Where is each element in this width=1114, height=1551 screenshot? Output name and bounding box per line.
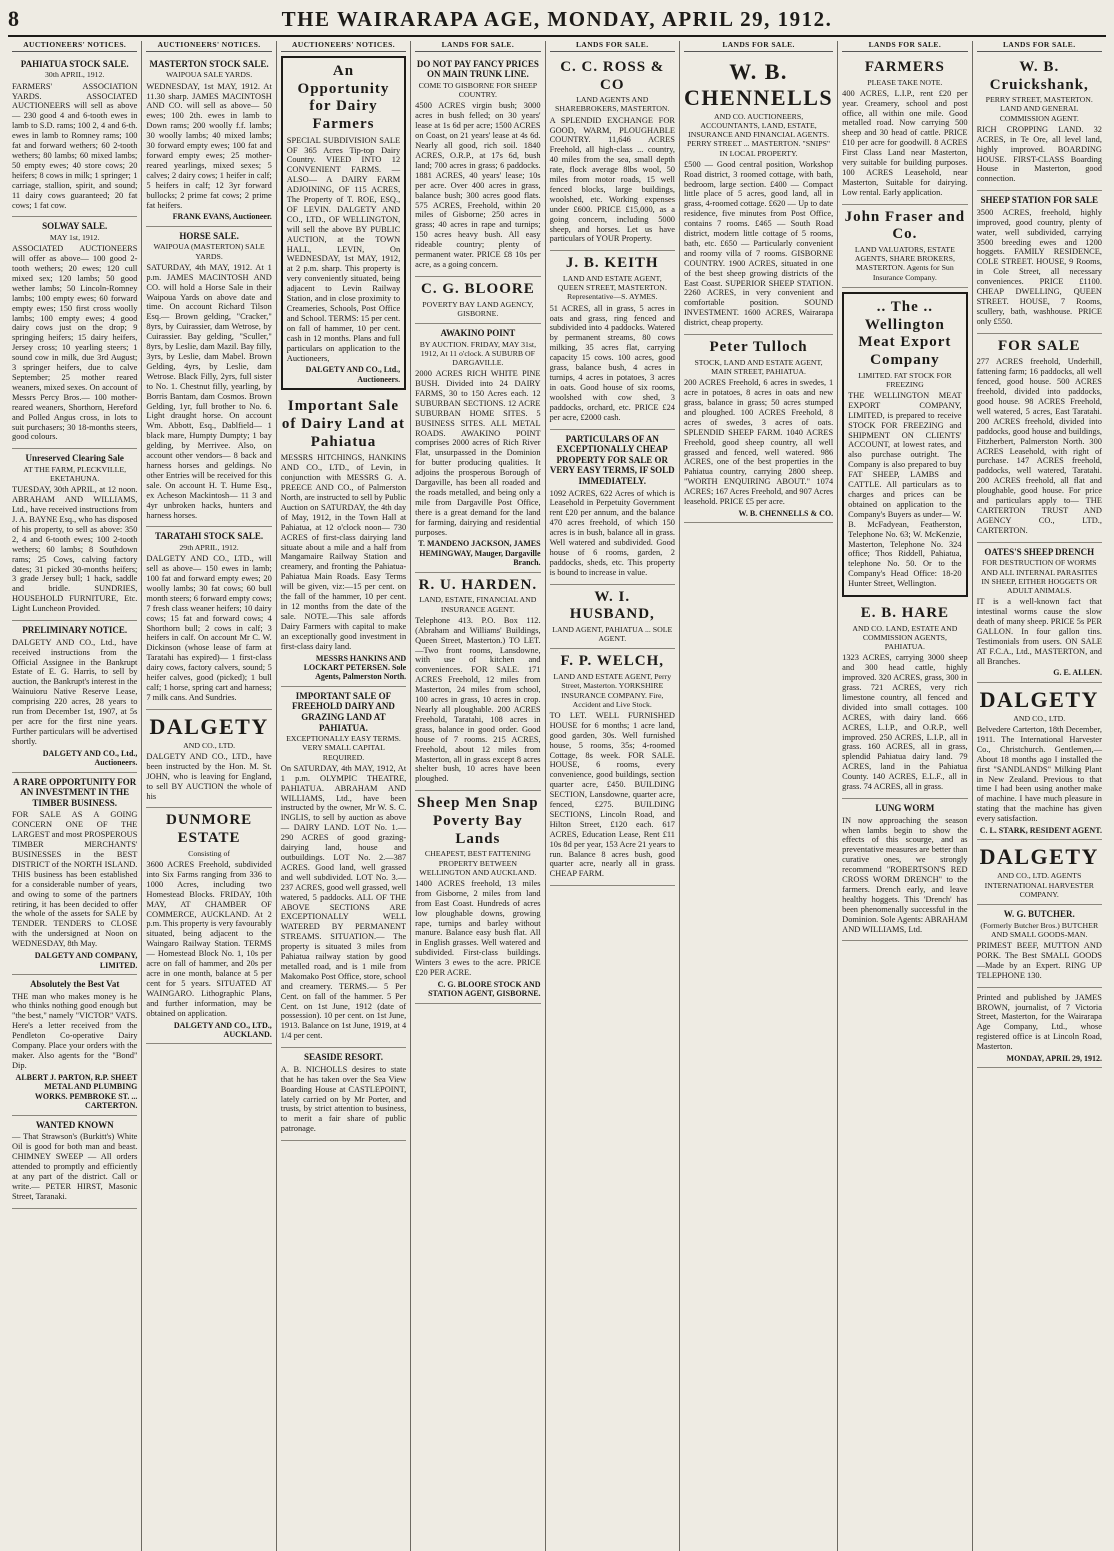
ad-body-text: 1323 ACRES, carrying 3000 sheep and 300 head cattle, highly improved. 320 ACRES, grass, 300 in grass. 721 ACRES, very rich limestone country, all fenced and divided into small cottages. 100 ACRES, with dairy land. 666 ACRES, L.I.P., and O.R.P., well improved. 250 ACRES, L.I.P., all in grass. 160 ACRES, all in grass, splendid Pahiatua dairy land. 79 ACRES, land in the Pahiatua County. 140 ACRES, E.L.F., all in grass. 74 ACRES, all in grass. — [842, 653, 968, 792]
ad-subtitle: POVERTY BAY LAND AGENCY, GISBORNE. — [422, 299, 534, 318]
ad-title: AWAKINO POINT — [440, 327, 516, 338]
ad-signature: DALGETY AND COMPANY, LIMITED. — [34, 951, 138, 970]
section-header: LANDS FOR SALE. — [977, 41, 1102, 52]
advertisement — [550, 55, 675, 252]
ad-signature: DALGETY AND CO., Ltd., Auctioneers. — [305, 365, 401, 384]
ad-title: Unreserved Clearing Sale — [25, 453, 124, 464]
ad-title: DO NOT PAY FANCY PRICES ON MAIN TRUNK LINE. — [416, 58, 539, 80]
advertisement — [415, 324, 540, 573]
ad-title: PRELIMINARY NOTICE. — [22, 625, 128, 636]
ad-subtitle: EXCEPTIONALLY EASY TERMS. VERY SMALL CAPITAL REQUIRED. — [286, 734, 401, 762]
ad-body-text: — That Strawson's (Burkitt's) White Oil is good for both man and beast. CHIMNEY SWEEP — All orders attended to promptly and efficiently at any part of the district. Call or write.— PETER HIRST, Masonic Street, Taranaki. — [12, 1132, 138, 1201]
ad-subtitle: LAND VALUATORS, ESTATE AGENTS, SHARE BROKERS, MASTERTON. Agents for Sun Insurance Company. — [854, 245, 955, 282]
ad-subtitle: AT THE FARM, PLECKVILLE, EKETAHUNA. — [23, 464, 127, 484]
ad-title: HORSE SALE. — [179, 230, 239, 241]
ad-subtitle: FOR DESTRUCTION OF WORMS AND ALL INTERNAL PARASITES IN SHEEP, EITHER HOGGETS OR ADULT ANIMALS. — [980, 558, 1098, 595]
ad-title: DALGETY — [979, 844, 1099, 870]
ad-title: FARMERS — [864, 58, 945, 75]
ad-title: R. U. HARDEN. — [418, 576, 538, 593]
ad-signature: DALGETY AND CO., LTD., AUCKLAND. — [173, 1020, 272, 1039]
ad-subtitle: WAIPOUA SALE YARDS. — [166, 70, 253, 80]
advertisement — [415, 277, 540, 324]
ad-signature: C. L. STARK, RESIDENT AGENT. — [979, 826, 1102, 836]
ad-body-text: £500 — Good central position, Workshop Road district, 3 roomed cottage, with bath, bedroom, large section. £400 — Compact little place of 5 acres, good land, all in grass, 4-roomed cottage. £620 — Up to date residence, five minutes from Post Office, contains 7 rooms. £465 — South Road district, modern little cottage of 5 rooms, bath, etc. £650 — Particularly convenient and roomy villa of 7 rooms. GISBORNE COUNTRY. 1900 ACRES, situated in one of the best sheep growing districts of the East Coast. SUPERIOR SHEEP STATION. 2260 ACRES, in very convenient and comfortable position. SOUND INVESTMENT. 1600 ACRES, Wairarapa district, cheap property. — [683, 159, 834, 328]
columns — [8, 41, 1106, 1551]
ad-signature: MESSRS HANKINS AND LOCKART PETERSEN. Sole Agents, Palmerston North. — [303, 653, 407, 682]
ad-title: SOLWAY SALE. — [42, 221, 108, 232]
ad-signature: W. B. CHENNELLS & CO. — [738, 508, 834, 518]
column-6 — [680, 41, 838, 1551]
newspaper-title: THE WAIRARAPA AGE, MONDAY, APRIL 29, 1912. — [281, 7, 833, 31]
ad-body-text: IT is a well-known fact that intestinal worms cause the slow death of many sheep. PRICE 5s PER GALLON. In four gallon tins. Testimonials from users. ON SALE AT F.C.A., Ltd., MASTERTON, and all Branches. — [976, 597, 1102, 666]
advertisement — [550, 251, 675, 429]
ad-title: FOR SALE — [997, 337, 1081, 354]
ad-title: Peter Tulloch — [709, 339, 808, 356]
ad-title: A RARE OPPORTUNITY FOR AN INVESTMENT IN THE TIMBER BUSINESS. — [13, 776, 137, 808]
advertisement — [842, 205, 967, 288]
ad-title: J. B. KEITH — [565, 255, 659, 272]
advertisement — [281, 394, 406, 687]
ad-body-text: 277 ACRES freehold, Underhill, fattening farm; 16 paddocks, all well fenced, good house. 500 ACRES freehold, divided into paddocks, good house. 98 ACRES Freehold, well watered, 5 acres, East Taratahi. 200 ACRES freehold, divided into paddocks, good house and buildings, Fitzherbert, Palmerston North. 300 ACRES Leasehold, with right of purchase. 147 ACRES freehold, paddocks, well watered, Taratahi. 200 ACRES freehold, all flat and ploughable, good house. For price and particulars apply to— THE CARTERTON TRUST AND AGENCY CO., LTD., CARTERTON. — [976, 357, 1102, 535]
advertisement — [842, 292, 967, 597]
ad-title: WANTED KNOWN — [35, 1119, 114, 1130]
column-3 — [277, 41, 411, 1551]
page-number: 8 — [8, 6, 19, 31]
ad-title: .. The .. Wellington Meat Export Company — [858, 298, 952, 368]
ad-subtitle: AND CO. AUCTIONEERS, ACCOUNTANTS, LAND, ESTATE, INSURANCE AND FINANCIAL AGENTS. PERRY STREET ... MASTERTON. "SNIPS" IN LOCAL PROPERTY. — [687, 111, 831, 158]
section-header: LANDS FOR SALE. — [415, 41, 540, 52]
ad-subtitle: Consisting of — [188, 848, 230, 858]
advertisement — [977, 840, 1102, 905]
advertisement — [146, 527, 271, 709]
ad-body-text: SPECIAL SUBDIVISION SALE OF 365 Acres Tip-top Dairy Country. VIEED INTO 12 CONVENIENT FARMS. —ALSO— A DAIRY FARM ADJOINING, OF 115 ACRES, The Property of T. ROE, ESQ., OF LEVIN. DALGETY AND CO., LTD., OF WELLINGTON, will sell the above BY PUBLIC AUCTION, at the TOWN HALL, LEVIN, On WEDNESDAY, 1st MAY, 1912, at 2 p.m. sharp. This property is very conveniently situated, being adjacent to Levin Railway Station, and in close proximity to Creameries, Schools, Post Office and School. TERMS: 15 per cent. on fall of hammer, 10 per cent. cash in 12 months. Plans and full particulars on application to the Auctioneers, — [286, 135, 401, 363]
advertisement — [550, 430, 675, 585]
advertisement — [12, 217, 137, 449]
ad-subtitle: LAND AGENTS AND SHAREBROKERS, MASTERTON. — [555, 95, 670, 114]
ad-subtitle: STOCK, LAND AND ESTATE AGENT, MAIN STREET, PAHIATUA. — [694, 357, 823, 376]
advertisement — [977, 683, 1102, 841]
ad-body-text: DALGETY AND CO., LTD., will sell as above— 150 ewes in lamb; 100 fat and forward empty ewes; 20 woolly lambs; 30 fat cows; 60 bull month steers; 6 forward empty cows; 7 fresh class weaner heifers; 10 dairy cows; 15 fat and forward cows; 4 Shorthorn bull; 2 cows in calf; 3 heifers in calf. On account Mr C. W. Dickinson (whose lease of farm at Taratahi has expired)— 1 first-class dairy cows, factory calvers, sound; 5 heifer calves, good (picked); 1 bull calf; 1 horse, spring cart and harness; 7 milk cans. And Sundries. — [146, 554, 272, 702]
advertisement — [146, 227, 271, 528]
advertisement — [842, 601, 967, 799]
ad-title: E. B. HARE — [860, 605, 950, 622]
ad-title: DALGETY — [149, 713, 269, 739]
section-header: LANDS FOR SALE. — [684, 41, 833, 52]
ad-subtitle: WAIPOUA (MASTERTON) SALE YARDS. — [153, 242, 265, 261]
ad-subtitle: 30th APRIL, 1912. — [45, 70, 105, 80]
advertisement — [977, 988, 1102, 1069]
ad-body-text: WEDNESDAY, 1st MAY, 1912. At 11.30 sharp. JAMES MACINTOSH AND CO. will sell as above— 50 ewes; 100 2th. ewes in lamb to Down rams; 200 woolly f.f. lambs; 30 woolly lambs; 40 mixed lambs; 30 forward empty ewes; 100 fat and forward empty ewes; 25 mother-reared yearlings, mixed sexes; 5 calves; 2 dairy cows; 1 heifer in calf; 5 heifers in calf; 12 3yr forward bullocks; 2 prime fat cows; 2 prime fat heifers. — [146, 81, 272, 210]
ad-body-text: TO LET. WELL FURNISHED HOUSE for 6 months; 1 acre land, good garden, 30s. Well furnished house, 5 rooms, 35s; 4-roomed Cottage, 8s week. FOR SALE. HOUSE, 6 rooms, every convenience, good buildings, section quarter acre, £450. BUILDING SECTION, Lansdowne, quarter acre, fenced, £275. BUILDING SECTIONS, Lincoln Road, and Hilton Street, £120 each. 617 ACRES, Education Lease, Rent £11 10s 8d per year, 153 Acre 21 years to run. Balance 8 acres bush, good quarter acre, nearly all in grass. CHEAP FARM. — [549, 710, 675, 879]
ad-title: Absolutely the Best Vat — [30, 978, 120, 989]
advertisement — [12, 621, 137, 772]
advertisement — [12, 975, 137, 1116]
ad-signature: T. MANDENO JACKSON, JAMES HEMINGWAY, Mauger, Dargaville Branch. — [418, 539, 541, 568]
ad-body-text: SATURDAY, 4th MAY, 1912. At 1 p.m. JAMES MACINTOSH AND CO. will hold a Horse Sale in their Waipoua Yards on above date and time. On account Richard Tilson Esq.— Brown gelding, "Cracker," 8yrs, by Cuirassier, dam Wetrose, by Cuirassier. Bay gelding, "Sculler," 8yrs, by Leslie, dam Mazil. Bay filly, 3yrs, by Leslie, dam Mabel. Brown Gelding, 4yrs, by Leslie, dam Wetrose. Black Filly, 2yrs, full sister to No. 1. Chestnut filly, yearling, by Borris Bantam, dam Cosmos. Brown Gelding, 1yr, full brother to No. 6. Light draught horse. On account Wm. Abbott, Esq., Dablfield— 1 black mare, Humpty Dumpty; 1 bay gelding, by Merrivee. Also, on account other vendors— 8 back and harness horses and geldings. No other Entries will be received for this sale. On account H. T. Hume Esq., ex Acheson Mackintosh— 11 3 and 4yr unbroken hacks, hunters and harness horses. — [146, 262, 272, 520]
ad-signature: C. G. BLOORE STOCK AND STATION AGENT, GISBORNE. — [428, 979, 541, 999]
advertisement — [684, 335, 833, 523]
ad-title: TARATAHI STOCK SALE. — [155, 531, 264, 542]
ad-title: An Opportunity for Dairy Farmers — [297, 62, 390, 132]
ad-signature: DALGETY AND CO., Ltd., Auctioneers. — [42, 748, 138, 768]
ad-title: W. I. HUSBAND, — [569, 588, 655, 623]
advertisement — [977, 55, 1102, 191]
ad-body-text: THE WELLINGTON MEAT EXPORT COMPANY, LIMITED, is prepared to receive STOCK FOR FREEZING and SHIPMENT ON CLIENTS' ACCOUNT, at lowest rates, and also purchase outright. The Company is also prepared to buy FAT SHEEP, LAMBS and CATTLE. All particulars as to charges and prices can be obtained on application to the Company's Buyers as under— W. B. McFadyean, Featherston, Telephone No. 63; W. McKenzie, Masterton, Telephone No. 324 office; Thos Riddell, Pahiatua, telephone No. 50. Or to the Company's Head Office: 18-20 Hunter Street, Wellington. — [848, 390, 962, 589]
advertisement — [842, 55, 967, 205]
ad-subtitle: PLEASE TAKE NOTE. — [867, 77, 943, 87]
advertisement — [977, 191, 1102, 333]
column-8 — [973, 41, 1106, 1551]
column-2 — [142, 41, 276, 1551]
advertisement — [146, 55, 271, 227]
ad-title: C. G. BLOORE — [421, 280, 535, 297]
advertisement — [977, 334, 1102, 543]
advertisement — [415, 573, 540, 791]
advertisement — [12, 773, 137, 975]
ad-title: LUNG WORM — [875, 803, 935, 813]
ad-subtitle: 29th APRIL, 1912. — [179, 543, 239, 553]
ad-body-text: 3500 ACRES, freehold, highly improved, good country, plenty of water, well subdivided, carrying 3500 breeding ewes and 1200 hoggets. FAMILY RESIDENCE, COLE STREET. HOUSE, 9 Rooms, in Cole Street, all necessary conveniences. PRICE £1100. CHEAP DWELLING, QUEEN STREET. HOUSE, 7 Rooms, scullery, bath, washhouse. PRICE only £550. — [976, 207, 1102, 326]
advertisement — [415, 55, 540, 277]
ad-title: W. B. CHENNELLS — [683, 58, 834, 110]
section-header: AUCTIONEERS' NOTICES. — [281, 41, 406, 52]
ad-title: DALGETY — [979, 686, 1099, 712]
ad-subtitle: AND CO., LTD. AGENTS INTERNATIONAL HARVESTER COMPANY. — [984, 871, 1094, 899]
ad-body-text: FARMERS' ASSOCIATION YARDS. ASSOCIATED AUCTIONEERS will sell as above— 230 good 4 and 6-tooth ewes in lamb to S.D. rams; 100 2, 4 and 6-th. ewes in lamb to Romney rams; 100 fat and forward wethers; 60 2-tooth wethers; 80 lambs; 60 mixed lambs; 50 empty ewes; 40 store cows; 20 heifers; 8 cows in milk; 1 springer; 1 carriage, stallion, spirit, and sound; 11 dairy cows guaranteed; 20 fat cows; 1 fat cow. — [12, 81, 138, 210]
ad-subtitle: CHEAPEST, BEST FATTENING PROPERTY BETWEEN WELLINGTON AND AUCKLAND. — [419, 849, 537, 877]
ad-body-text: TUESDAY, 30th APRIL, at 12 noon. ABRAHAM AND WILLIAMS, Ltd., have received instructions from J. A. BAYNE Esq., who has disposed of his property, to sell as above: 350 2, 4 and 6-tooth ewes; 100 2-tooth wethers; 60 lambs; 8 Southdown rams; 25 Cows, calving factory dates; 31 picked 30-months heifers; 3 grade Jersey bull; 1 hack, saddle and bridle. SUNDRIES, HOUSEHOLD FURNITURE, Etc. Light Luncheon Provided. — [12, 485, 138, 614]
ad-title: SEASIDE RESORT. — [303, 1052, 383, 1063]
column-7 — [838, 41, 972, 1551]
advertisement — [550, 585, 675, 650]
advertisement — [415, 791, 540, 1004]
ad-subtitle: AND CO., LTD. — [1013, 713, 1066, 723]
ad-title: John Fraser and Co. — [844, 208, 966, 243]
advertisement — [146, 808, 271, 1044]
ad-subtitle: AND CO., LTD. — [183, 740, 236, 750]
ad-body-text: 200 ACRES Freehold, 6 acres in swedes, 1 acre in potatoes, 8 acres in oats and new grass, balance in grass; 50 acres stumped and ploughed. 100 ACRES Freehold, 8 acres of swedes, 3 acres of oats. SPLENDID SHEEP FARM. 1040 ACRES Freehold, good sheep country, all well grassed and fenced, well watered. 986 ACRES, one of the best properties in the Pahiatua country, carrying 2800 sheep. "WORTH ENQUIRING ABOUT." 1074 ACRES; 167 Acres Freehold, and 907 Acres leasehold. PRICE £5 per acre. — [683, 378, 834, 507]
ad-signature: MONDAY, APRIL 29, 1912. — [1006, 1054, 1102, 1064]
ad-body-text: THE man who makes money is he who thinks nothing good enough but "the best," namely "VICTOR" VATS. Here's a letter received from the Pendleton Co-operative Dairy Company. Place your orders with the maker. Also agents for the "Bond" Dip. — [12, 991, 138, 1070]
column-1 — [8, 41, 142, 1551]
ad-subtitle: COME TO GISBORNE FOR SHEEP COUNTRY. — [418, 81, 538, 100]
column-4 — [411, 41, 545, 1551]
ad-body-text: A SPLENDID EXCHANGE FOR GOOD, WARM, PLOUGHABLE COUNTRY. 11,646 ACRES Freehold, all high-class ... country, 40 miles from the sea, small depth rate, flock average 8lbs wool, 50 miles from motor roads, 15 well fenced blocks, large buildings, woolshed, etc. Working expenses under £600. PRICE £15,000, as a going concern, including 5000 sheep, and horses. Let us have particulars of YOUR Property. — [549, 115, 675, 244]
advertisement — [842, 799, 967, 941]
ad-body-text: PRIMEST BEEF, MUTTON AND PORK. The Best SMALL GOODS—Made by an Expert. RING UP TELEPHONE 130. — [976, 940, 1102, 980]
ad-subtitle: LAND, ESTATE, FINANCIAL AND INSURANCE AGENT. — [419, 595, 537, 614]
advertisement — [281, 687, 406, 1048]
ad-body-text: Belvedere Carterton, 18th December, 1911. The International Harvester Co., Christchurch. Gentlemen,—About 18 months ago I installed the first "SANDLANDS" Milking Plant in New Zealand. Previous to that time I had been using another make of machine. I have much pleasure in stating that the machine has given every satisfaction. — [976, 724, 1102, 824]
ad-body-text: DALGETY AND CO., LTD., have been instructed by the Hon. M. St. JOHN, who is leaving for England, to sell BY AUCTION the whole of his — [146, 751, 272, 801]
ad-subtitle: AND CO. LAND, ESTATE AND COMMISSION AGENTS, PAHIATUA. — [852, 623, 958, 652]
ad-body-text: On SATURDAY, 4th MAY, 1912, At 1 p.m. OLYMPIC THEATRE, PAHIATUA. ABRAHAM AND WILLIAMS, Ltd., have been instructed by the owner, Mr W. S. C. INGLIS, to sell by auction as above— DAIRY LAND. LOT No. 1.—290 ACRES of good grazing-dairying land, house and outbuildings. LOT No. 2.—387 ACRES. Good land, well grassed and well subdivided. LOT No. 3.—237 ACRES, good well grassed, well watered, 5 paddocks. ALL OF THE ABOVE SECTIONS ARE EXCEPTIONALLY WELL WATERED BY PERMANENT STREAMS. SITUATION.— The property is situated 3 miles from Pahiatua railway station by good metalled road, and is 1 mile from Makomako Post Office, store, school and creamery. TERMS.— 5 Per Cent. on fall of the hammer. 5 Per Cent. on 1st June, 1912 (date of possession). 10 per cent. on 1st June, 1913. Balance on 1st June, 1919, at 4 1/4 per cent. — [280, 763, 407, 1041]
advertisement — [281, 1048, 406, 1141]
ad-body-text: Printed and published by JAMES BROWN, journalist, of 7 Victoria Street, Masterton, for the Wairarapa Age Company, Ltd., whose registered office is at Lincoln Road, Masterton. — [976, 992, 1102, 1052]
ad-title: C. C. ROSS & CO — [560, 58, 665, 93]
ad-subtitle: MAY 1st, 1912. — [49, 233, 100, 243]
ad-body-text: FOR SALE AS A GOING CONCERN ONE OF THE LARGEST and most PROSPEROUS TIMBER MERCHANTS' BUSINESSES in the BEST DISTRICT of the NORTH ISLAND. THIS business has been established for a considerable number of years, and owing to some of the partners retiring, it has been decided to offer the whole of the assets for SALE by TENDER. TENDERS to CLOSE with the undersigned at Noon on WEDNESDAY, 8th May. — [12, 810, 138, 949]
ad-body-text: DALGETY AND CO., Ltd., have received instructions from the Official Assignee in the Bankrupt Estate of E. G. Harris, to sell by auction, the Bankrupt's interest in the Wainuioru Native Reserve Lease, comprising 220 acres, 28 years to run from December 1st, 1907, at 5s per acre for the first nine years. Further particulars will be advertised shortly. — [12, 637, 138, 746]
advertisement — [977, 543, 1102, 683]
ad-body-text: A. B. NICHOLLS desires to state that he has taken over the Sea View Boarding House at CASTLEPOINT, lately carried on by Mr Porter, and trusts, by strict attention to business, to merit a fair share of public patronage. — [280, 1064, 407, 1134]
ad-title: W. B. Cruickshank, — [989, 58, 1089, 93]
ad-title: F. P. WELCH, — [560, 653, 665, 670]
ad-title: Important Sale of Dairy Land at Pahiatua — [281, 398, 406, 450]
ad-body-text: 1092 ACRES, 622 Acres of which is Leasehold in Perpetuity Government rent £20 per annum, and the balance 470 acres freehold, of which 150 acres is in bush, balance all in grass. Well watered and subdivided. Good house of 6 rooms, garden, 2 paddocks, sheds, etc. This property is bound to increase in value. — [549, 488, 675, 577]
ad-title: DUNMORE ESTATE — [166, 812, 253, 847]
section-header: LANDS FOR SALE. — [842, 41, 967, 52]
advertisement — [281, 56, 406, 390]
advertisement — [12, 1116, 137, 1209]
ad-subtitle: LIMITED. FAT STOCK FOR FREEZING — [858, 370, 952, 389]
ad-title: PAHIATUA STOCK SALE. — [20, 58, 129, 69]
ad-body-text: MESSRS HITCHINGS, HANKINS AND CO., LTD., of Levin, in conjunction with MESSRS G. A. PREECE AND CO., of Palmerston North, are instructed to sell by Public Auction on SATURDAY, the 4th day of May, 1912, in the Town Hall at Pahiatua, at 12 o'clock noon— 730 ACRES of first-class dairying land situate about a mile and a half from Mangamaire Railway Station and creamery, and fronting the Pahiatua-Pahiatua Main Roads. Easy Terms will be given, viz:—15 per cent. on the fall of the hammer, 10 per cent. in 12 months from the date of the sale. NOTE.—This sale affords Dairy Farmers with capital to make an exceptionally good investment in first-class dairy land. — [280, 453, 407, 651]
ad-title: IMPORTANT SALE OF FREEHOLD DAIRY AND GRAZING LAND AT PAHIATUA. — [292, 690, 395, 733]
ad-subtitle: (Formerly Butcher Bros.) BUTCHER AND SMALL GOODS-MAN. — [980, 920, 1099, 939]
section-header: LANDS FOR SALE. — [550, 41, 675, 52]
ad-signature: G. E. ALLEN. — [1053, 668, 1102, 678]
ad-title: Sheep Men Snap Poverty Bay Lands — [417, 795, 539, 847]
advertisement — [684, 55, 833, 335]
ad-signature: ALBERT J. PARTON, R.P. SHEET METAL AND PLUMBING WORKS. PEMBROKE ST. ... CARTERTON. — [15, 1072, 138, 1111]
ad-subtitle: LAND AND ESTATE AGENT, QUEEN STREET, MASTERTON. Representative—S. AYMES. — [557, 274, 667, 302]
ad-body-text: 4500 ACRES virgin bush; 3000 acres in bush felled; on 30 years' lease at 1s 6d per acre; 1500 ACRES on Coast, on 21 years' lease at 4s 6d. Nearly all good, rich soil. 1840 ACRES, O.R.P., at 17s 6d, bush land; 700 acres in grass; 6 paddocks. 1881 ACRES, 40 years' lease; 10s per acre. Over 400 acres in grass, balance bush; 300 acres good flats. 575 ACRES, Freehold, within 20 miles of Gisborne; 250 acres in grass; 40 acres in rape and turnips; 150 acres heavy bush. All easy rideable country; plenty of permanent water. PRICE £8 10s per acre, as a going concern. — [415, 101, 541, 269]
ad-subtitle: LAND AGENT, PAHIATUA ... SOLE AGENT. — [552, 625, 673, 644]
column-5 — [546, 41, 680, 1551]
advertisement — [12, 55, 137, 218]
ad-title: PARTICULARS OF AN EXCEPTIONALLY CHEAP PROPERTY FOR SALE OR VERY EASY TERMS, IF SOLD IMMEDIATELY. — [549, 433, 675, 486]
ad-body-text: 2000 ACRES RICH WHITE PINE BUSH. Divided into 24 DAIRY FARMS, 30 to 150 Acres each. 12 SUBURBAN SECTIONS. 12 ACRE SUBURBAN HOME SITES. 5 BUSINESS SITES. ALL METAL ROADS. AWAKINO POINT comprises 2000 acres of Rich River Flat, unsurpassed in the Dominion for butter producing qualities. It adjoins the prosperous Borough of Dargaville, has been all roaded and the roads metalled, and being only a mile from Dargaville Post Office, there is a great demand for the land for farming, dairying and residential purposes. — [415, 369, 541, 537]
ad-body-text: Telephone 413. P.O. Box 112. (Abraham and Williams' Buildings, Queen Street, Masterton.) TO LET.—Two front rooms, Lansdowne, with use of kitchen and conveniences. FOR SALE. 171 ACRES Freehold, 12 miles from Masterton, 24 miles from school, 100 acres in grass, 10 acres in crop. Nearly all ploughable. 200 ACRES Freehold, Taratahi, 108 acres in grass, balance in good order. Good house of 7 rooms. 215 ACRES, Freehold, about 12 miles from Masterton, all in grass except 8 acres shelter bush, 10 acres have been ploughed. — [415, 615, 541, 784]
masthead — [8, 6, 1106, 37]
ad-subtitle: PERRY STREET, MASTERTON. LAND AND GENERAL COMMISSION AGENT. — [985, 95, 1093, 123]
ad-body-text: 3600 ACRES Freehold, subdivided into Six Farms ranging from 336 to 1000 Acres, including two Homestead Blocks. FRIDAY, 10th MAY, AT CHAMBER OF COMMERCE, AUCKLAND. At 2 p.m. This property is very favourably situated, being adjacent to the Waingaro Railway Station. TERMS — Homestead Block No. 1, 10s per acre on fall of hammer, and 20s per acre in one month, balance at 5 per cent for 5 years. SITUATED AT WAINGARO. Lithographic Plans, and further information, may be obtained on application. — [146, 860, 272, 1018]
ad-subtitle: LAND AND ESTATE AGENT, Perry Street, Masterton. YORKSHIRE INSURANCE COMPANY. Fire, Accident and Live Stock. — [553, 672, 672, 709]
advertisement — [977, 905, 1102, 988]
ad-body-text: RICH CROPPING LAND. 32 ACRES, in Te Ore, all level land, highly improved. BOARDING HOUSE. FIRST-CLASS Boarding House in Masterton, good connection. — [976, 124, 1102, 184]
section-header: AUCTIONEERS' NOTICES. — [12, 41, 137, 52]
ad-body-text: ASSOCIATED AUCTIONEERS will offer as above— 100 good 2-tooth wethers; 20 ewes; 120 cull mixed sex; 120 lambs; 50 good wether lambs; 50 Lincoln-Romney lambs; 100 empty ewes; 60 forward empty ewes; 150 first cross woolly lambs; 100 empty ewes; 4 good dairy cows just on the drop; 9 springing heifers; 15 dairy heifers, Jersey cross; 10 yearling steers; 1 sound cow in milk, due 3rd August; 3 springer heifers, due to calve September; 25 mother reared weaners, mixed sexes. On account of Messrs Percy Bros.— 100 mother-reared weaners, Shorthorn, Hereford and Polled Angus cross, in lots to suit purchasers; 30 18-months steers, good colours. — [12, 244, 138, 442]
ad-body-text: 1400 ACRES freehold, 13 miles from Gisborne, 2 miles from land from East Coast. Hundreds of acres low ploughable downs, growing rape, turnips and barley without manure. Balance easy bush flat. All in English grasses. Well watered and subdivided. First-class buildings. Winters 3 ewes to the acre. PRICE £20 PER ACRE. — [415, 878, 541, 978]
ad-title: OATES'S SHEEP DRENCH — [984, 546, 1095, 557]
ad-body-text: IN now approaching the season when lambs begin to show the effects of this scourge, and as preventative measures are better than curative ones, we strongly recommend "ROBERTSON'S RED CROSS WORM DRENCH" to the farmers. Drench early, and leave healthy hoggets. This 'Drench' has been phenomenally successful in the Dominion. Sole Agents: ABRAHAM AND WILLIAMS, Ltd. — [842, 815, 968, 934]
ad-signature: FRANK EVANS, Auctioneer. — [172, 212, 272, 222]
ad-title: W. G. BUTCHER. — [1003, 909, 1075, 919]
advertisement — [12, 449, 137, 621]
ad-title: SHEEP STATION FOR SALE — [980, 195, 1098, 206]
advertisement — [146, 710, 271, 809]
ad-title: MASTERTON STOCK SALE. — [149, 58, 269, 69]
section-header: AUCTIONEERS' NOTICES. — [146, 41, 271, 52]
ad-body-text: 400 ACRES, L.I.P., rent £20 per year. Creamery, school and post office, all within one mile. Good metalled road. Now carrying 500 sheep and 30 head of cattle. PRICE £10 per acre for goodwill. 8 ACRES First Class Land near Masterton, very suitable for building purposes. 100 ACRES Leasehold, near Masterton, Suitable for dairying. Low rental. Early application. — [842, 88, 968, 197]
ad-body-text: 51 ACRES, all in grass, 5 acres in oats and grass, ring fenced and subdivided into 4 paddocks. Watered by permanent streams, 80 cows milking, 35 acres flat, carrying capacity 15 cows. 100 acres, good grass, balance bush, 4 acres in turnips, 4 acres in potatoes, 3 acres in oats. Good house of six rooms, woolshed with cow shed, 3 paddocks, orchard, etc. PRICE £24 per acre, £2000 cash. — [549, 303, 675, 422]
ad-subtitle: BY AUCTION. FRIDAY, MAY 31st, 1912, At 11 o'clock. A SUBURB OF DARGAVILLE. — [419, 339, 537, 367]
advertisement — [550, 649, 675, 886]
